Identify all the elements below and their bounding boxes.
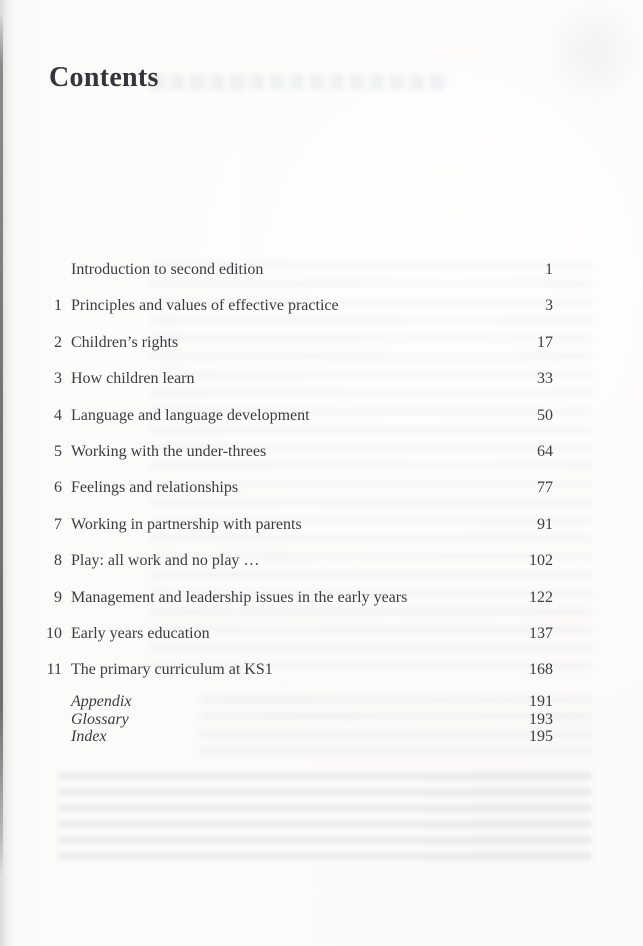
back-matter-title: Index <box>71 728 107 746</box>
chapter-title: Feelings and relationships <box>71 479 239 497</box>
chapter-title: Children’s rights <box>71 333 179 351</box>
toc-entry <box>40 658 553 694</box>
chapter-number: 11 <box>46 661 62 679</box>
chapter-page-number: 122 <box>529 588 553 606</box>
chapter-page-number: 1 <box>545 261 553 278</box>
toc-entry <box>40 549 553 585</box>
back-matter-entry <box>40 728 553 746</box>
toc-entry <box>40 367 553 403</box>
back-matter-page-number: 195 <box>529 728 553 746</box>
page-spine-edge-line <box>0 12 3 878</box>
chapter-title: Language and language development <box>71 406 310 424</box>
chapter-title: Working in partnership with parents <box>71 515 302 533</box>
chapter-page-number: 137 <box>529 624 553 642</box>
toc-entry <box>40 622 553 658</box>
chapter-number: 3 <box>54 370 62 388</box>
chapter-number: 4 <box>54 406 62 424</box>
table-of-contents <box>40 258 553 695</box>
back-matter-entry <box>40 711 553 729</box>
back-matter-page-number: 193 <box>529 710 553 728</box>
chapter-page-number: 64 <box>537 442 553 460</box>
chapter-title: How children learn <box>71 370 195 388</box>
scan-texture <box>520 0 643 130</box>
chapter-number: 1 <box>54 297 62 315</box>
chapter-number: 9 <box>54 588 62 606</box>
chapter-page-number: 77 <box>537 479 553 497</box>
bleed-through-text-block <box>58 772 592 864</box>
chapter-number: 2 <box>54 333 62 351</box>
chapter-number: 10 <box>46 624 62 642</box>
back-matter-page-number: 191 <box>529 693 553 710</box>
chapter-title: Principles and values of effective practice <box>71 297 339 315</box>
bleed-through-line <box>150 74 450 90</box>
back-matter-title: Appendix <box>71 693 132 710</box>
chapter-page-number: 17 <box>537 333 553 351</box>
chapter-page-number: 50 <box>537 406 553 424</box>
back-matter-entry <box>40 693 553 711</box>
chapter-number: 6 <box>54 479 62 497</box>
toc-entry <box>40 513 553 549</box>
chapter-page-number: 33 <box>537 370 553 388</box>
toc-entry <box>40 404 553 440</box>
toc-entry <box>40 331 553 367</box>
chapter-title: Play: all work and no play … <box>71 552 260 570</box>
chapter-number: 8 <box>54 552 62 570</box>
page-title: Contents <box>49 62 159 93</box>
chapter-page-number: 91 <box>537 515 553 533</box>
chapter-title: Introduction to second edition <box>71 261 264 278</box>
chapter-page-number: 168 <box>529 661 553 679</box>
toc-entry <box>40 586 553 622</box>
chapter-title: Management and leadership issues in the early years <box>71 588 408 606</box>
chapter-title: The primary curriculum at KS1 <box>71 661 273 679</box>
toc-entry <box>40 440 553 476</box>
toc-entry <box>40 476 553 512</box>
back-matter-title: Glossary <box>71 710 129 728</box>
back-matter-list <box>40 693 553 746</box>
chapter-page-number: 102 <box>529 552 553 570</box>
chapter-number: 5 <box>54 442 62 460</box>
toc-entry <box>40 294 553 330</box>
chapter-number: 7 <box>54 515 62 533</box>
chapter-page-number: 3 <box>545 297 553 315</box>
chapter-title: Working with the under-threes <box>71 442 267 460</box>
toc-entry <box>40 258 553 294</box>
chapter-title: Early years education <box>71 624 210 642</box>
